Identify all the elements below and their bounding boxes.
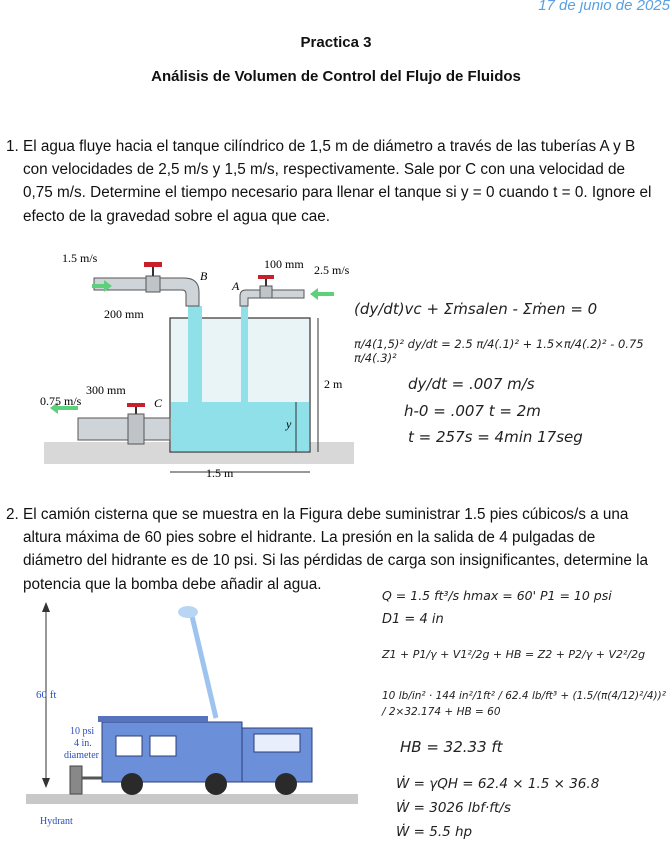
arrow-a-head [310,288,318,300]
hw-2-line-1: Q = 1.5 ft³/s hmax = 60' P1 = 10 psi [382,588,612,603]
water-jet [192,616,216,718]
problem-2-text: El camión cisterna que se muestra en la Figura debe suministrar 1.5 pies cúbicos/s a una altura máxima de 60 pies sobre el hidrante. La presión en la salida de 4 pulgadas de diámetro del hidrante es de 10 psi. Si las pérdidas de carga son insignificantes, determine la potencia que la bomba debe añadir al agua. [23,506,648,593]
height-arrow-bottom [42,778,50,788]
valve-a-body [260,286,272,298]
hw-1-line-3: dy/dt = .007 m/s [408,375,535,393]
water-jet-spray [178,606,198,618]
hydrant-body [70,766,82,794]
label-outlet-diameter: diameter [64,750,99,761]
pipe-c [78,418,170,440]
truck-ladder [98,716,208,722]
valve-a-handle [258,275,274,279]
label-a-diameter: 100 mm [264,257,304,271]
label-c-diameter: 300 mm [86,383,126,397]
label-b-velocity: 1.5 m/s [62,251,98,265]
valve-b-handle [144,262,162,267]
label-b: B [200,269,208,283]
date: 17 de junio de 2025 [538,0,670,14]
stream-b [188,306,202,402]
label-a-velocity: 2.5 m/s [314,263,350,277]
hw-2-line-7: Ẇ = 3026 lbf·ft/s [396,800,511,816]
truck-wheel-front [275,773,297,795]
height-arrow-top [42,602,50,612]
hw-1-line-1: (dy/dt)vc + Σṁsalen - Σṁen = 0 [354,300,598,318]
valve-c-handle [127,403,145,407]
tank-figure [34,250,364,480]
hw-2-line-2: D1 = 4 in [382,612,444,627]
problem-1 [6,135,656,228]
label-height-60ft: 60 ft [36,689,57,701]
problem-2-number: 2. [6,506,19,523]
label-height: 2 m [324,377,343,391]
label-tank-diameter: 1.5 m [206,466,234,480]
stream-a [241,306,248,402]
label-hydrant: Hydrant [40,816,73,827]
truck-window-1 [116,736,142,756]
ground [26,794,358,804]
hw-2-line-5: HB = 32.33 ft [400,738,503,756]
label-y: y [286,417,292,431]
hw-1-line-5: t = 257s = 4min 17seg [408,428,583,446]
problem-2 [6,503,656,596]
hw-2-line-8: Ẇ = 5.5 hp [396,824,473,840]
hw-1-line-4: h-0 = .007 t = 2m [404,402,541,420]
label-c: C [154,396,163,410]
page-subtitle: Análisis de Volumen de Control del Flujo de Fluidos [151,68,521,85]
valve-b-body [146,276,160,292]
label-c-velocity: 0.75 m/s [40,394,82,408]
truck-wheel-rear [121,773,143,795]
hw-2-line-4: 10 lb/in² · 144 in²/1ft² / 62.4 lb/ft³ + (1.5/(π(4/12)²/4))² / 2×32.174 + HB = 60 [382,690,666,718]
hw-1-line-2: π/4(1,5)² dy/dt = 2.5 π/4(.1)² + 1.5×π/4(.2)² - 0.75 π/4(.3)² [354,337,644,365]
problem-1-number: 1. [6,138,19,155]
hw-2-line-6: Ẇ = γQH = 62.4 × 1.5 × 36.8 [396,776,600,792]
problem-1-text: El agua fluye hacia el tanque cilíndrico de 1,5 m de diámetro a través de las tuberías A y B con velocidades de 2,5 m/s y 1,5 m/s, respectivamente. Sale por C con una velocidad de 0,75 m/s. Determine el tiempo necesario para llenar el tanque si y = 0 cuando t = 0. Ignore el efecto de la gravedad sobre el agua que cae. [23,138,652,225]
hw-2-line-3: Z1 + P1/γ + V1²/2g + HB = Z2 + P2/γ + V2²/2g [382,648,646,661]
label-b-diameter: 200 mm [104,307,144,321]
truck-cab-window [254,734,300,752]
page-title: Practica 3 [300,34,372,51]
label-outlet-size: 4 in. [74,738,92,749]
truck-figure [20,596,370,836]
truck-wheel-middle [205,773,227,795]
label-outlet-pressure: 10 psi [70,726,95,737]
valve-c-body [128,414,144,444]
truck-window-2 [150,736,176,756]
label-a: A [232,279,240,293]
